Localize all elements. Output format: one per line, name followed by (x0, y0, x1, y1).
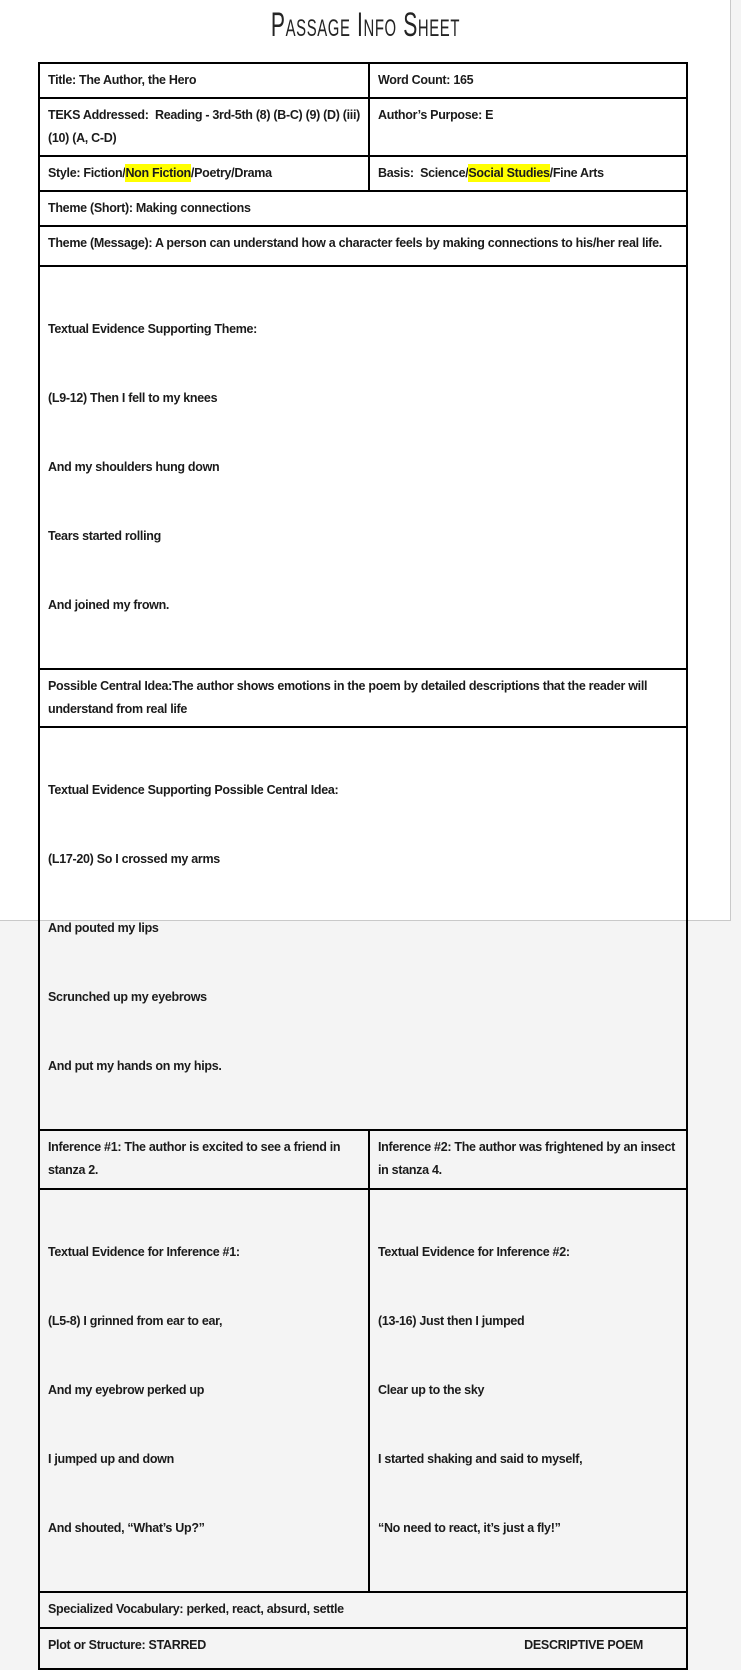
basis-highlight: Social Studies (468, 166, 550, 180)
evidence-theme-line: And joined my frown. (48, 598, 170, 612)
evidence-central-cell (40, 728, 686, 1129)
table-row (40, 192, 686, 227)
evidence-central-line: Textual Evidence Supporting Possible Central Idea: (48, 783, 339, 797)
table-row (40, 1629, 686, 1668)
title-cell: Title: The Author, the Hero (48, 73, 197, 87)
vocabulary-cell: Specialized Vocabulary: perked, react, absurd, settle (48, 1602, 344, 1616)
structure-type-label: DESCRIPTIVE POEM (524, 1638, 643, 1652)
passage-info-table (38, 62, 688, 1670)
evidence-central-line: Scrunched up my eyebrows (48, 990, 207, 1004)
evidence-inf1-line: And shouted, “What’s Up?” (48, 1521, 205, 1535)
evidence-theme-line: Textual Evidence Supporting Theme: (48, 322, 258, 336)
basis-suffix: /Fine Arts (549, 166, 604, 180)
table-row (40, 1593, 686, 1629)
style-prefix: Style: Fiction/ (48, 166, 126, 180)
inference1-cell: Inference #1: The author is excited to see a friend in stanza 2. (48, 1140, 344, 1177)
evidence-theme-line: Tears started rolling (48, 529, 161, 543)
table-row (40, 99, 686, 157)
evidence-central-line: And put my hands on my hips. (48, 1059, 222, 1073)
table-row (40, 227, 686, 267)
evidence-inf1-line: Textual Evidence for Inference #1: (48, 1245, 240, 1259)
plot-structure-cell (40, 1629, 686, 1668)
evidence-inf1-cell (40, 1190, 368, 1591)
word-count-cell: Word Count: 165 (368, 64, 686, 97)
evidence-theme-line: (L9-12) Then I fell to my knees (48, 391, 218, 405)
table-row (40, 267, 686, 670)
table-row (40, 157, 686, 192)
style-suffix: /Poetry/Drama (190, 166, 272, 180)
authors-purpose-cell: Author’s Purpose: E (368, 99, 686, 155)
theme-message-cell: Theme (Message): A person can understand how a character feels by making connections to his/her real life. (48, 236, 662, 250)
evidence-central-line: (L17-20) So I crossed my arms (48, 852, 220, 866)
evidence-inf1-line: I jumped up and down (48, 1452, 174, 1466)
inference2-cell: Inference #2: The author was frightened by an insect in stanza 4. (368, 1131, 686, 1188)
evidence-inf2-line: Textual Evidence for Inference #2: (378, 1245, 570, 1259)
style-cell (40, 157, 368, 190)
evidence-inf1-line: And my eyebrow perked up (48, 1383, 205, 1397)
basis-cell (368, 157, 686, 190)
table-row (40, 728, 686, 1131)
style-highlight: Non Fiction (125, 166, 191, 180)
evidence-theme-line: And my shoulders hung down (48, 460, 220, 474)
table-row (40, 64, 686, 99)
page-title: Passage Info Sheet (270, 6, 461, 44)
evidence-inf2-line: I started shaking and said to myself, (378, 1452, 583, 1466)
table-row (40, 1131, 686, 1190)
basis-prefix: Basis: Science/ (378, 166, 469, 180)
table-row (40, 1190, 686, 1593)
central-idea-cell: Possible Central Idea:The author shows emotions in the poem by detailed descriptions that the reader will understand from real life (48, 679, 651, 716)
table-row (40, 670, 686, 728)
evidence-theme-cell (40, 267, 686, 668)
evidence-inf2-line: Clear up to the sky (378, 1383, 485, 1397)
evidence-central-line: And pouted my lips (48, 921, 159, 935)
evidence-inf2-line: (13-16) Just then I jumped (378, 1314, 525, 1328)
theme-short-cell: Theme (Short): Making connections (48, 201, 251, 215)
evidence-inf2-line: “No need to react, it’s just a fly!” (378, 1521, 561, 1535)
teks-cell: TEKS Addressed: Reading - 3rd-5th (8) (B-C) (9) (D) (iii) (10) (A, C-D) (48, 108, 364, 145)
evidence-inf1-line: (L5-8) I grinned from ear to ear, (48, 1314, 223, 1328)
plot-label: Plot or Structure: STARRED (48, 1638, 206, 1652)
evidence-inf2-cell (368, 1190, 686, 1591)
